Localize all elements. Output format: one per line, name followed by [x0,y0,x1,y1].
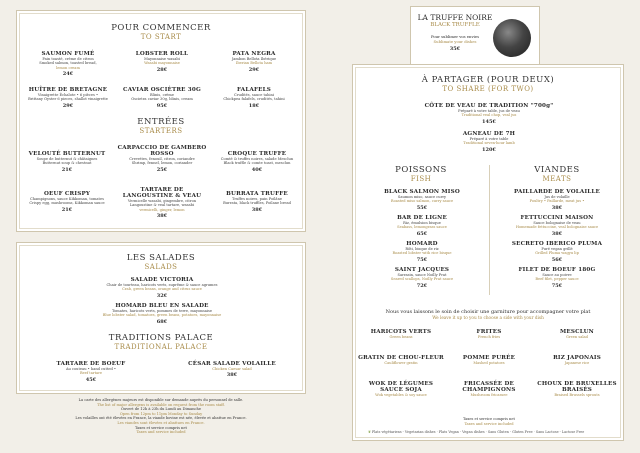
menu-item: CROQUE TRUFFE Comté & truffes noires, salade Mesclun Black truffle & comte toast, mesclun 40€ [220,151,294,173]
menu-item: FETTUCCINI MAISON Sauce bolognaise de veau Homemade fettuccine, veal bolognaise sauce 38€ [515,215,599,237]
side-item: FRICASSÉE DE CHAMPIGNONS Mushroom fricassee [462,381,516,397]
menu-item: HOMARD BLEU EN SALADE Tomates, haricots verts, pommes de terre, mayonnaise Blue lobster salad, tomatoes, green beans, potatoes, mayonnaise 68€ [102,303,222,325]
menu-item: LOBSTER ROLL Mayonnaise wasabi Wasabi mayonnaise 28€ [135,51,189,73]
menu-item: HUÎTRE DE BRETAGNE Vinaigrette Échalote • 6 pièces • Brittany Oyster 6 pieces, shallot vinaigrette 29€ [28,87,108,109]
menu-item: FALAFELS Crudités, sauce tahini Chickpea falafels, crudités, tahini 18€ [223,87,285,109]
truffle-text: LA TRUFFE NOIRE BLACK TRUFFLE Pour sublimer vos envies Sublimate your dishes 35€ [417,13,493,52]
side-item: MESCLUN Green salad [560,329,594,339]
left-footer: La carte des allergènes majeurs est disponible sur demande auprès du personnel de salle. The list of major allergens is available on request from the room staff. Ouvert de 12h à 23h du Lundi au Dimanche Open from 12pm to 11pm Monday to Sunday Les volailles ont été élevées en France, la viande bovine est née, élevée et abattue en France. Les viandes sont élevées et abattues en France. Taxes et service compris net Taxes and service included [75,398,247,435]
menu-item: SAUMON FUMÉ Pain toasté, crème de citron Smoked salmon, toasted bread, lemon cream 24€ [39,51,97,78]
menu-item: CAVIAR OSCIÈTRE 30G Blinis, crème Oscietra caviar 30g, blinis, cream 95€ [123,87,201,109]
side-item: GRATIN DE CHOU-FLEUR Cauliflower gratin [358,355,444,365]
vegetarian-leaf-icon: ❦ [368,430,371,434]
menu-item: BLACK SALMON MISO Saumon miso, sauce curry Roasted miso salmon, curry sauce 55€ [384,189,460,211]
side-item: RIZ JAPONAIS Japanese rice [553,355,601,365]
black-truffle-image [493,19,531,57]
menu-item: HOMARD Rôti, bisque de riz Roasted lobster with rice bisque 75€ [392,241,452,263]
garnish-note: Nous vous laissons le soin de choisir une garniture pour accompagner votre plat We leave it up to you to choose a side with your dish [385,309,591,320]
menu-item: TARTARE DE BOEUF Au couteau • hand cutted • Beef tartare 45€ [56,361,126,383]
side-item: WOK DE LÉGUMES SAUCE SOJA Wok vegetables & soy sauce [368,381,434,397]
side-item: FRITES French fries [476,329,502,339]
fish-title: POISSONS FISH [395,165,447,183]
sharing-title: À PARTAGER (POUR DEUX) TO SHARE (FOR TWO) [421,75,555,93]
entrees-title: ENTRÉES STARTERS [137,117,185,135]
starters-title: POUR COMMENCER TO START [111,23,211,41]
menu-item: CARPACCIO DE GAMBERO ROSSO Crevettes, fenouil, citron, coriandre Shrimp, fennel, lemon, coriander 25€ [117,145,207,173]
side-item: HARICOTS VERTS Green beans [370,329,432,339]
side-item: POMME PURÉE Mashed potatoes [462,355,516,365]
menu-item: AGNEAU DE 7H Préparé à votre table Traditional seven-hour lamb 120€ [462,131,516,153]
menu-item: BURRATA TRUFFE Truffes noires, pain Poilâne Burrata, black truffles, Poilane bread 38€ [223,191,291,213]
salads-title: LES SALADES SALADS [126,253,196,271]
menu-item: PATA NEGRA Jambon Bellota Ibérique Iberian Bellota ham 29€ [231,51,277,73]
menu-item: BAR DE LIGNE Riz, émulsion bisque Seabass, lemongrass sauce 65€ [397,215,447,237]
right-footer: Taxes et service compris net Taxes and service included [463,417,515,426]
menu-item: TARTARE DE LANGOUSTINE & VEAU Vermicelle wasabi, gingembre, citron Langoustine & veal tartare, wasabi vermicelli, ginger, lemon 38€ [122,187,202,220]
menu-item: SAINT JACQUES Sarrasin, sauce Noilly Prat Seared scallops, Noilly Prat sauce 72€ [390,267,454,289]
truffle-box [410,6,540,66]
menu-item: PAILLARDE DE VOLAILLE Jus de volaille Poultry • Paillarde, meat jus • 38€ [513,189,601,211]
dietary-legend: ❦ Plats végétariens - Vegetarian dishes · Plats Vegan - Vegan dishes · Sans Gluten - Gluten Free · Sans Lactose - Lactose Free [368,430,585,434]
starters-panel [16,10,306,232]
meat-title: VIANDES MEATS [534,165,580,183]
column-divider [489,165,490,295]
menu-item: CÔTE DE VEAU DE TRADITION "700g" Préparé à votre table, jus de veau Traditional veal chop, veal jus 145€ [424,103,554,125]
menu-item: VELOUTÉ BUTTERNUT Soupe de butternut & châtaignes Butternut soup & chestnut 21€ [28,151,106,173]
menu-item: OEUF CRISPY Champignons, sauce Kikkoman, tomates Crispy egg, mushrooms, Kikkoman sauce 21€ [29,191,105,213]
salads-panel [16,242,306,394]
side-item: CHOUX DE BRUXELLES BRAISÉS Braised Brussels sprouts [537,381,617,397]
mains-panel [352,64,624,441]
menu-item: FILET DE BOEUF 180G Sauce au poivre Beef filet, pepper sauce 75€ [518,267,596,289]
traditions-title: TRADITIONS PALACE TRADITIONAL PALACE [108,333,214,351]
menu-item: SALADE VICTORIA Chair de tourteau, haricots verts, suprême & sauce agrumes Crab, green beans, orange and citrus sauce 32€ [106,277,218,299]
menu-item: CÉSAR SALADE VOLAILLE Chicken Caesar salad 38€ [188,361,276,379]
menu-item: SECRETO IBERICO PLUMA Puré vegan grillé Grilled Pluma wagyu lip 56€ [511,241,603,263]
